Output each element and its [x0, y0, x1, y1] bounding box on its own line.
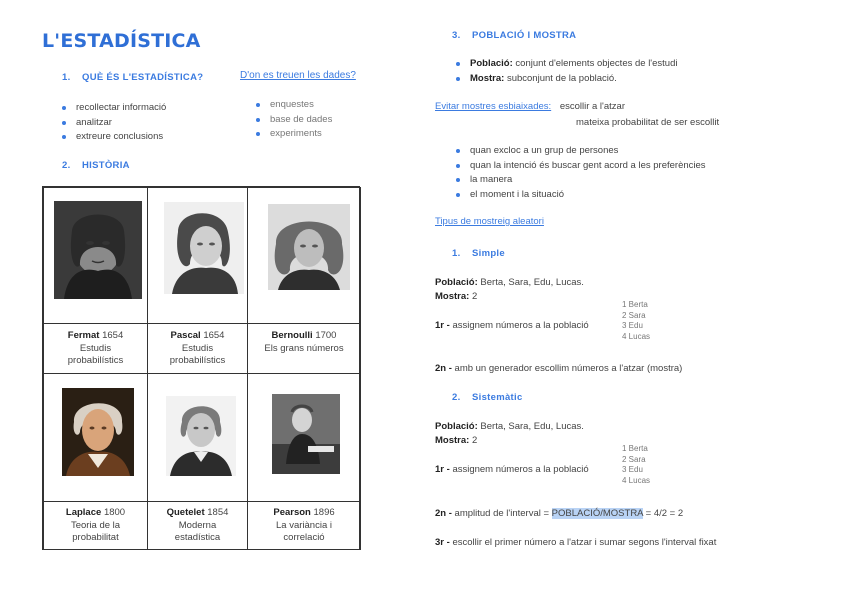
- label: 1r -: [435, 464, 450, 475]
- person-desc: probabilitat: [72, 532, 119, 543]
- person-name: Pearson: [273, 507, 311, 518]
- systematic-step-3: [435, 536, 716, 549]
- list-item: quan la intenció és buscar gent acord a les preferències: [452, 159, 706, 174]
- person-name: Laplace: [65, 507, 102, 518]
- avoid-bias-text: escollir a l'atzar: [559, 101, 625, 112]
- person-desc: probabilístics: [67, 355, 124, 366]
- systematic-population: [435, 420, 584, 433]
- person-desc: Teoria de la: [70, 519, 121, 531]
- history-cell-fermat: [43, 187, 148, 374]
- person-desc: Moderna: [178, 519, 217, 531]
- person-desc: Els grans números: [264, 342, 344, 354]
- list-item: 2 Sara: [622, 454, 646, 464]
- simple-heading: [452, 248, 505, 259]
- label: Mostra:: [435, 435, 470, 446]
- section-title: QUÈ ÉS L'ESTADÍSTICA?: [82, 72, 204, 83]
- value: Berta, Sara, Edu, Lucas.: [480, 421, 584, 432]
- list-item: 2 Sara: [622, 310, 646, 320]
- list-item: 3 Edu: [622, 321, 643, 330]
- pearson-portrait: [272, 394, 340, 474]
- history-grid: [42, 186, 360, 550]
- laplace-caption: [44, 507, 147, 545]
- label: 3r -: [435, 537, 450, 548]
- person-name: Pascal: [170, 330, 201, 341]
- section-number: 1.: [62, 72, 71, 83]
- definition: conjunt d'elements objectes de l'estudi: [515, 58, 678, 69]
- systematic-step-2: [435, 507, 683, 520]
- section-title: Sistemàtic: [472, 392, 523, 403]
- sampling-types-link[interactable]: Tipus de mostreig aleatori: [435, 216, 544, 227]
- list-item: 4 Lucas: [622, 475, 651, 485]
- label: 1r -: [435, 320, 450, 331]
- section-title: HISTÒRIA: [82, 160, 130, 171]
- value: amplitud de l'interval =: [454, 508, 550, 519]
- page-title: L'ESTADÍSTICA: [42, 30, 201, 52]
- list-item: 1 Berta: [622, 444, 648, 453]
- fermat-caption: [44, 330, 147, 368]
- section-title: POBLACIÓ I MOSTRA: [472, 30, 577, 41]
- label: 2n -: [435, 508, 452, 519]
- quetelet-portrait: [166, 396, 236, 476]
- person-name: Fermat: [67, 330, 100, 341]
- avoid-bias-link[interactable]: Evitar mostres esbiaixades:: [435, 101, 552, 112]
- person-year: 1896: [313, 507, 335, 518]
- systematic-sample: [435, 434, 477, 447]
- person-name: Quetelet: [166, 507, 205, 518]
- simple-population: [435, 276, 584, 289]
- pearson-caption: [248, 507, 360, 545]
- bernoulli-caption: [248, 330, 360, 355]
- list-item: la manera: [452, 173, 706, 188]
- systematic-heading: [452, 392, 523, 403]
- list-item: [452, 72, 677, 87]
- section-2-heading: [62, 160, 130, 171]
- section-3-heading: [452, 30, 576, 41]
- bernoulli-portrait: [268, 204, 350, 290]
- list-item: recollectar informació: [58, 101, 166, 116]
- section-title: Simple: [472, 248, 505, 259]
- history-cell-quetelet: [147, 373, 248, 550]
- population-sample-list: [452, 57, 677, 86]
- history-cell-pearson: [247, 373, 361, 550]
- person-year: 1700: [315, 330, 337, 341]
- history-cell-pascal: [147, 187, 248, 374]
- highlighted-text: POBLACIÓ/MOSTRA: [551, 508, 643, 519]
- value: amb un generador escollim números a l'atzar (mostra): [454, 363, 683, 374]
- list-item: 4 Lucas: [622, 331, 651, 341]
- person-desc: Estudis: [79, 342, 112, 354]
- laplace-portrait: [62, 388, 134, 476]
- section-number: 3.: [452, 30, 461, 41]
- person-desc: La variància i: [276, 519, 332, 531]
- value: assignem números a la població: [452, 464, 589, 475]
- simple-numbered-list: [622, 300, 650, 342]
- term: Mostra:: [470, 72, 505, 84]
- value: 2: [471, 435, 478, 446]
- section-number: 2.: [62, 160, 71, 171]
- label: Població:: [435, 421, 478, 432]
- list-item: quan excloc a un grup de persones: [452, 144, 706, 159]
- systematic-numbered-list: [622, 444, 650, 486]
- value: Berta, Sara, Edu, Lucas.: [480, 277, 584, 288]
- list-item: 3 Edu: [622, 465, 643, 474]
- label: Mostra:: [435, 291, 470, 302]
- list-item: extreure conclusions: [58, 130, 166, 145]
- pascal-portrait: [164, 202, 244, 294]
- list-item: enquestes: [252, 98, 332, 113]
- label: Població:: [435, 277, 478, 288]
- data-source-list: [252, 98, 332, 142]
- value: escollir el primer número a l'atzar i sumar segons l'interval fixat: [452, 537, 717, 548]
- term: Població:: [470, 58, 513, 69]
- person-desc: correlació: [283, 532, 325, 543]
- list-item: analitzar: [58, 116, 166, 131]
- person-desc: estadística: [174, 532, 221, 543]
- person-year: 1654: [102, 330, 124, 341]
- avoid-bias-text-2: mateixa probabilitat de ser escollit: [576, 117, 720, 128]
- person-year: 1654: [203, 330, 225, 341]
- list-item: [452, 57, 677, 72]
- systematic-step-1: [435, 463, 589, 476]
- what-is-list: [58, 101, 166, 145]
- avoid-bias-row: [435, 100, 625, 113]
- simple-step-2: [435, 362, 682, 375]
- section-1-heading: [62, 72, 203, 83]
- list-item: base de dades: [252, 113, 332, 128]
- divider: [43, 501, 359, 502]
- history-cell-laplace: [43, 373, 148, 550]
- list-item: experiments: [252, 127, 332, 142]
- person-year: 1854: [207, 507, 229, 518]
- value: 2: [471, 291, 478, 302]
- person-desc: probabilístics: [169, 355, 226, 366]
- simple-sample: [435, 290, 477, 303]
- section-number: 1.: [452, 248, 461, 259]
- section-number: 2.: [452, 392, 461, 403]
- history-cell-bernoulli: [247, 187, 361, 374]
- value: = 4/2 = 2: [645, 508, 684, 519]
- label: 2n -: [435, 363, 452, 374]
- person-desc: Estudis: [181, 342, 214, 354]
- definition: subconjunt de la població.: [506, 72, 617, 84]
- person-year: 1800: [103, 507, 126, 518]
- person-name: Bernoulli: [271, 330, 313, 341]
- value: assignem números a la població: [452, 320, 589, 331]
- quetelet-caption: [148, 507, 247, 545]
- list-item: 1 Berta: [622, 300, 648, 309]
- simple-step-1: [435, 319, 589, 332]
- fermat-portrait: [54, 201, 142, 299]
- list-item: el moment i la situació: [452, 188, 706, 203]
- data-source-link[interactable]: D'on es treuen les dades?: [240, 70, 356, 81]
- avoid-bias-list: [452, 144, 706, 202]
- divider: [43, 323, 359, 324]
- pascal-caption: [148, 330, 247, 368]
